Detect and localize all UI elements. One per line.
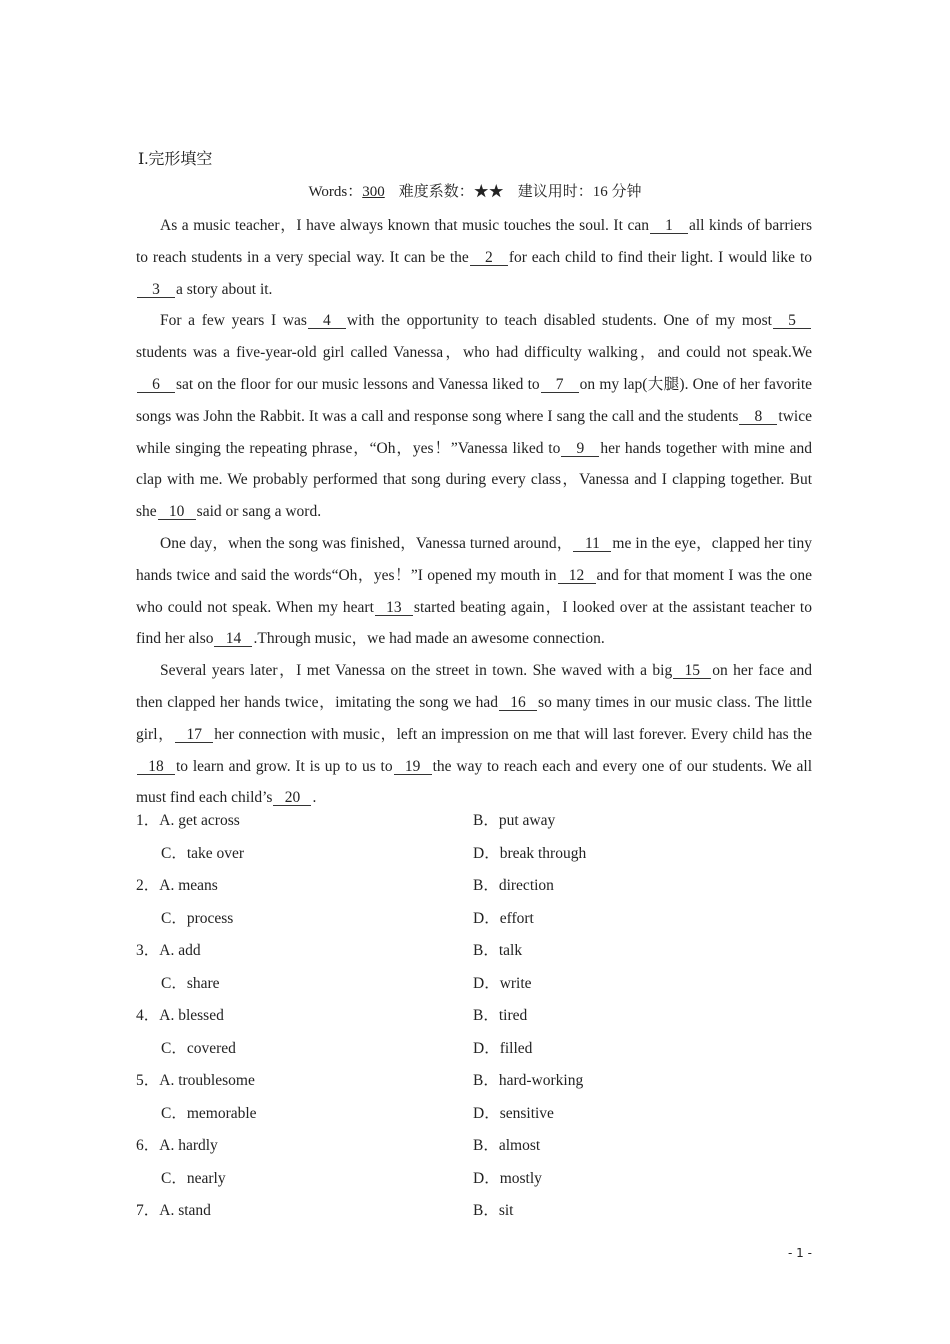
question-4-option-c: C．covered <box>161 1039 236 1057</box>
blank-6: 6 <box>137 377 175 393</box>
question-5-options-row <box>136 1099 812 1132</box>
blank-12: 12 <box>558 568 596 584</box>
question-1-options-row <box>136 839 812 872</box>
blank-8: 8 <box>739 409 777 425</box>
question-1-option-a <box>136 808 240 830</box>
passage-text: her connection with music，left an impression on me that will last forever. Every child has the <box>214 725 812 743</box>
cloze-passage <box>136 210 812 814</box>
words-label: Words： <box>308 184 363 200</box>
blank-4: 4 <box>308 313 346 329</box>
difficulty-label: 难度系数： <box>398 184 474 200</box>
blank-9: 9 <box>561 441 599 457</box>
passage-text: said or sang a word. <box>196 503 322 521</box>
question-6-option-a <box>136 1133 218 1155</box>
question-1-option-b: B．put away <box>473 812 556 829</box>
passage-text: a story about it. <box>176 280 273 298</box>
question-7-option-a <box>136 1198 211 1220</box>
question-7-option-b: B．sit <box>473 1202 514 1219</box>
question-2-option-b: B．direction <box>473 877 554 894</box>
blank-20: 20 <box>273 790 311 806</box>
option-text: A. stand <box>159 1202 211 1219</box>
passage-text: For a few years I was <box>160 312 307 330</box>
question-5-option-c: C．memorable <box>161 1104 257 1122</box>
blank-16: 16 <box>499 695 537 711</box>
question-number: 7． <box>136 1202 160 1219</box>
blank-5: 5 <box>773 313 811 329</box>
question-3-options-row <box>136 936 812 969</box>
question-4-option-d: D．filled <box>473 1039 533 1057</box>
blank-7: 7 <box>541 377 579 393</box>
question-2-options-row <box>136 904 812 937</box>
passage-text: with the opportunity to teach disabled students. One of my most <box>346 312 772 330</box>
blank-19: 19 <box>394 759 432 775</box>
blank-15: 15 <box>673 663 711 679</box>
question-5-options-row <box>136 1066 812 1099</box>
blank-10: 10 <box>158 504 196 520</box>
passage-text: all kinds of barriers to reach students in a very special way. It can be the <box>136 217 813 266</box>
option-text: A. troublesome <box>159 1072 255 1089</box>
question-4-option-b: B．tired <box>473 1007 528 1024</box>
question-5-option-d: D．sensitive <box>473 1104 554 1122</box>
question-5-option-b: B．hard-working <box>473 1072 584 1089</box>
passage-text: on her face and then clapped her hands twice，imitating the song we had <box>136 662 812 711</box>
question-2-option-a <box>136 873 218 895</box>
question-4-option-a <box>136 1003 224 1025</box>
question-6-options-row <box>136 1164 812 1197</box>
question-2-option-c: C．process <box>161 909 234 927</box>
passage-meta <box>0 180 950 201</box>
passage-text: As a music teacher，I have always known that music touches the soul. It can <box>160 217 649 234</box>
blank-13: 13 <box>375 600 413 616</box>
passage-text: the way to reach each and every one of our students. We all must find each child’s <box>136 757 813 807</box>
question-6-options-row <box>136 1131 812 1164</box>
blank-11: 11 <box>573 536 611 552</box>
passage-paragraph <box>136 210 812 305</box>
words-count: 300 <box>362 184 385 200</box>
question-3-option-d: D．write <box>473 974 532 992</box>
passage-text: so many times in our music class. The little girl， <box>136 693 812 743</box>
section-title: Ⅰ.完形填空 <box>138 151 213 168</box>
passage-paragraph <box>136 528 812 655</box>
page-number: - 1 - <box>788 1246 812 1260</box>
question-5-option-a <box>136 1068 255 1090</box>
option-text: A. add <box>159 942 201 959</box>
question-1-options-row <box>136 806 812 839</box>
passage-paragraph <box>136 305 812 528</box>
blank-14: 14 <box>214 631 252 647</box>
passage-paragraph <box>136 655 812 814</box>
question-2-options-row <box>136 871 812 904</box>
passage-text: started beating again，I looked over at the assistant teacher to find her also <box>136 598 812 648</box>
passage-text: sat on the floor for our music lessons and Vanessa liked to <box>176 375 540 393</box>
passage-text: twice while singing the repeating phrase，“Oh，yes！”Vanessa liked to <box>136 407 812 457</box>
question-1-option-d: D．break through <box>473 844 587 862</box>
question-7-options-row <box>136 1196 812 1229</box>
passage-text: . <box>312 789 317 807</box>
question-number: 2． <box>136 877 160 894</box>
question-3-option-a <box>136 938 201 960</box>
question-1-option-c: C．take over <box>161 844 245 862</box>
question-3-option-c: C．share <box>161 974 220 992</box>
question-3-options-row <box>136 969 812 1002</box>
question-number: 3． <box>136 942 160 959</box>
passage-text: on my lap(大腿). One of her favorite songs was John the Rabbit. It was a call and response song where I sang the call and the students <box>136 375 812 425</box>
blank-1: 1 <box>650 218 688 234</box>
question-number: 6． <box>136 1137 160 1154</box>
passage-text: for each child to find their light. I would like to <box>508 248 812 266</box>
difficulty-stars: ★★ <box>473 184 504 200</box>
option-text: A. hardly <box>159 1137 218 1154</box>
answer-options <box>136 806 812 1229</box>
suggested-time: 建议用时：16 分钟 <box>517 184 642 200</box>
blank-17: 17 <box>175 727 213 743</box>
question-number: 4． <box>136 1007 160 1024</box>
question-6-option-b: B．almost <box>473 1137 541 1154</box>
question-number: 1． <box>136 812 160 829</box>
passage-text: One day，when the song was finished，Vanessa turned around， <box>160 534 573 552</box>
question-2-option-d: D．effort <box>473 909 534 927</box>
passage-text: .Through music，we had made an awesome connection. <box>253 630 605 648</box>
passage-text: me in the eye，clapped her tiny hands twice and said the words“Oh，yes！”I opened my mouth in <box>136 534 812 584</box>
option-text: A. get across <box>159 812 240 829</box>
option-text: A. blessed <box>159 1007 224 1024</box>
blank-18: 18 <box>137 759 175 775</box>
question-number: 5． <box>136 1072 160 1089</box>
blank-2: 2 <box>470 250 508 266</box>
question-6-option-d: D．mostly <box>473 1169 542 1187</box>
question-4-options-row <box>136 1001 812 1034</box>
option-text: A. means <box>159 877 218 894</box>
blank-3: 3 <box>137 282 175 298</box>
passage-text: and for that moment I was the one who could not speak. When my heart <box>136 566 812 616</box>
passage-text: Several years later，I met Vanessa on the street in town. She waved with a big <box>160 662 673 680</box>
question-6-option-c: C．nearly <box>161 1169 226 1187</box>
question-3-option-b: B．talk <box>473 942 523 959</box>
question-4-options-row <box>136 1034 812 1067</box>
passage-text: her hands together with mine and clap with me. We probably performed that song during every class，Vanessa and I clapping together. But she <box>136 439 812 521</box>
passage-text: students was a five-year-old girl called Vanessa，who had difficulty walking，and could not speak.We <box>136 344 812 362</box>
passage-text: to learn and grow. It is up to us to <box>176 757 393 775</box>
